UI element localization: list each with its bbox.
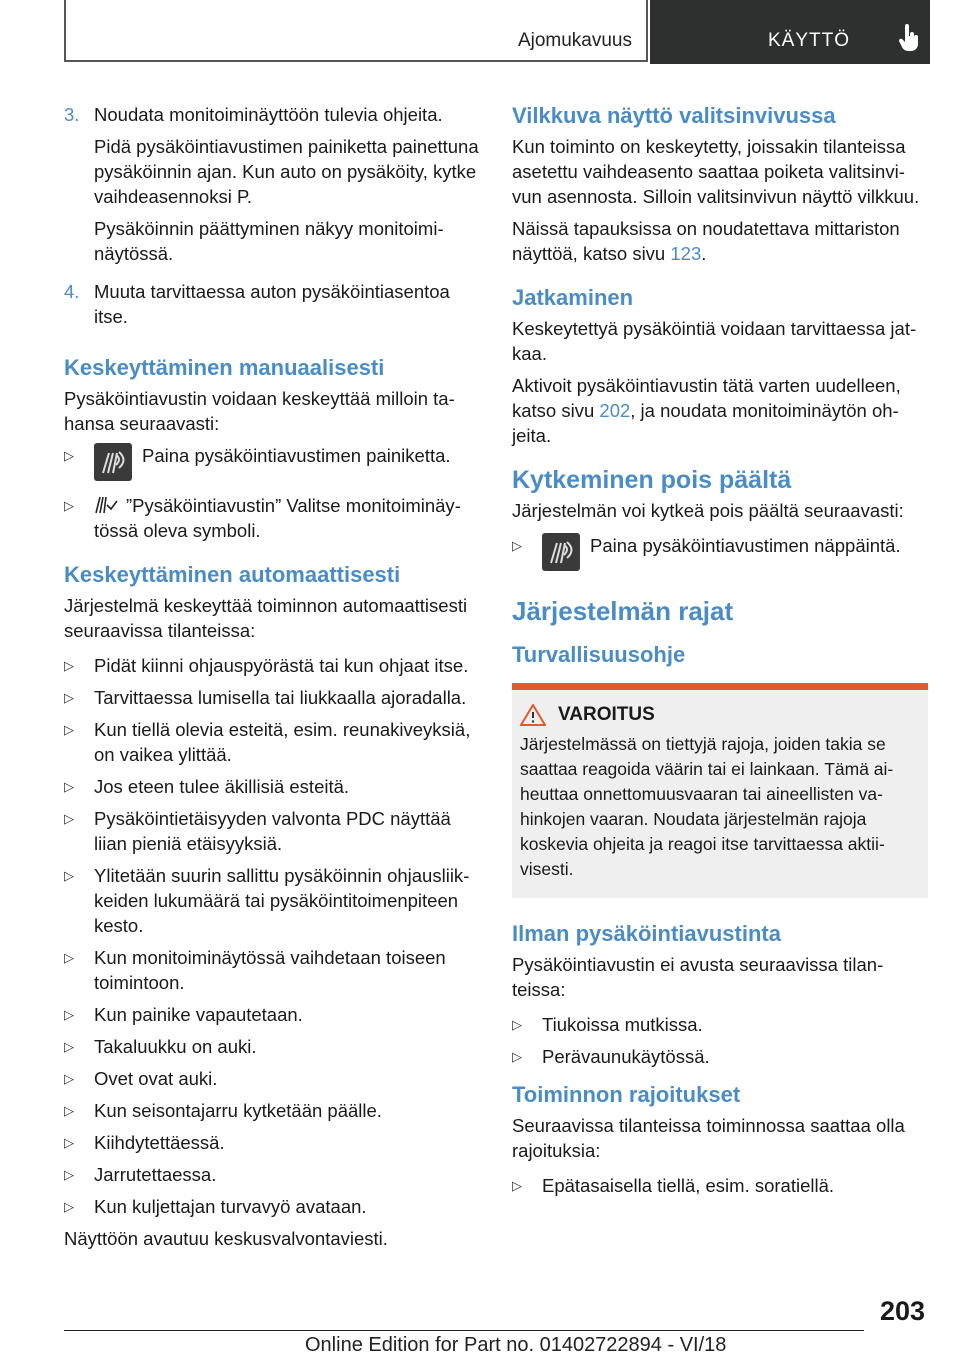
list-item-text: Kiihdytettäessä. bbox=[94, 1132, 225, 1153]
list-item bbox=[64, 1066, 480, 1091]
step-number: 4. bbox=[64, 281, 80, 302]
footer-edition: Online Edition for Part no. 01402722894 - VI/18 bbox=[305, 1334, 727, 1356]
park-assist-symbol-icon bbox=[94, 493, 118, 515]
text: , ja noudata monitoiminäytön ohjeita. bbox=[512, 400, 899, 446]
list-item bbox=[512, 1012, 928, 1037]
paragraph: Kun toiminto on keskeytetty, joissakin tilanteissa asetettu vaihdeasento saattaa poiketa valitsinvivun asennosta. Silloin valitsinvivun näyttö vilkkuu. bbox=[512, 136, 920, 207]
park-assist-button-icon bbox=[94, 443, 132, 481]
list-item-text: ”Pysäköintiavustin” Valitse monitoiminäytössä oleva symboli. bbox=[94, 495, 461, 541]
text: . bbox=[701, 243, 707, 264]
hand-pointer-icon bbox=[898, 24, 920, 52]
list-item-text: Pidät kiinni ohjauspyörästä tai kun ohjaat itse. bbox=[94, 655, 469, 676]
section-title: Ajomukavuus bbox=[517, 30, 632, 51]
bullet-icon: ▷ bbox=[64, 779, 74, 794]
step-number: 3. bbox=[64, 104, 80, 125]
list-item bbox=[64, 1194, 480, 1219]
bullet-icon: ▷ bbox=[64, 868, 74, 883]
chapter-title: KÄYTTÖ bbox=[768, 30, 851, 51]
left-column bbox=[64, 102, 480, 1251]
list-item bbox=[64, 1098, 480, 1123]
step-3-paragraph: Pidä pysäköintiavustimen painiketta painettuna pysäköinnin ajan. Kun auto on pysäköity, kytke vaihdeasennoksi P. bbox=[94, 136, 479, 207]
list-item-text: Kun monitoiminäytössä vaihdetaan toiseen toimintoon. bbox=[94, 947, 446, 993]
list-item-text: Ovet ovat auki. bbox=[94, 1068, 218, 1089]
bullet-icon: ▷ bbox=[512, 1178, 522, 1193]
bullet-icon: ▷ bbox=[64, 1007, 74, 1022]
text: Aktivoit pysäköintiavustin tätä varten uudelleen, katso sivu bbox=[512, 375, 901, 421]
paragraph: Näyttöön avautuu keskusvalvontaviesti. bbox=[64, 1228, 388, 1249]
heading-safety-note: Turvallisuusohje bbox=[512, 642, 686, 667]
heading-manual-cancel: Keskeyttäminen manuaalisesti bbox=[64, 355, 385, 380]
bullet-icon: ▷ bbox=[512, 1049, 522, 1064]
list-item bbox=[64, 685, 480, 710]
paragraph: Seuraavissa tilanteissa toiminnossa saattaa olla rajoituksia: bbox=[512, 1115, 905, 1161]
bullet-icon: ▷ bbox=[64, 722, 74, 737]
list-item-text: Paina pysäköintiavustimen painiketta. bbox=[142, 445, 451, 466]
warning-box bbox=[512, 690, 928, 898]
list-item-text: Epätasaisella tiellä, esim. soratiellä. bbox=[542, 1175, 835, 1196]
paragraph: Järjestelmä keskeyttää toiminnon automaattisesti seuraavissa tilanteissa: bbox=[64, 595, 468, 641]
list-item-text: Perävaunukäytössä. bbox=[542, 1046, 710, 1067]
warning-text: Järjestelmässä on tiettyjä rajoja, joiden takia se saattaa reagoida väärin tai ei lainkaan. Tämä aiheuttaa onnettomuusvaaran tai aineellisten vahinkojen vaaran. Noudata järjestelmän rajoja koskevia ohjeita ja reagoi itse tarvittaessa aktiivisesti. bbox=[520, 734, 894, 879]
list-item bbox=[512, 1044, 928, 1069]
bullet-icon: ▷ bbox=[64, 950, 74, 965]
list-item bbox=[64, 1162, 480, 1187]
list-item bbox=[512, 533, 928, 571]
list-item bbox=[64, 1130, 480, 1155]
heading-system-limits: Järjestelmän rajat bbox=[512, 596, 734, 626]
bullet-icon: ▷ bbox=[512, 1017, 522, 1032]
heading-flashing-display: Vilkkuva näyttö valitsinvivussa bbox=[512, 103, 836, 128]
warning-triangle-icon bbox=[520, 704, 546, 726]
paragraph: Pysäköintiavustin voidaan keskeyttää milloin tahansa seuraavasti: bbox=[64, 388, 455, 434]
paragraph: Järjestelmän voi kytkeä pois päältä seuraavasti: bbox=[512, 500, 904, 521]
list-item-text: Kun tiellä olevia esteitä, esim. reunakiveyksiä, on vaikea ylittää. bbox=[94, 719, 471, 765]
list-item bbox=[64, 1002, 480, 1027]
paragraph bbox=[512, 373, 928, 448]
list-item-text: Paina pysäköintiavustimen näppäintä. bbox=[590, 535, 901, 556]
bullet-icon: ▷ bbox=[64, 1199, 74, 1214]
heading-without-assist: Ilman pysäköintiavustinta bbox=[512, 921, 781, 946]
step-3-title: Noudata monitoiminäyttöön tulevia ohjeita. bbox=[94, 104, 443, 125]
list-item bbox=[64, 806, 480, 856]
bullet-icon: ▷ bbox=[64, 448, 74, 463]
list-item-text: Tarvittaessa lumisella tai liukkaalla ajoradalla. bbox=[94, 687, 467, 708]
bullet-icon: ▷ bbox=[64, 1071, 74, 1086]
bullet-icon: ▷ bbox=[64, 811, 74, 826]
step-3-paragraph: Pysäköinnin päättyminen näkyy monitoiminäytössä. bbox=[94, 218, 444, 264]
list-item bbox=[64, 717, 480, 767]
heading-auto-cancel: Keskeyttäminen automaattisesti bbox=[64, 562, 401, 587]
list-item-text: Jarrutettaessa. bbox=[94, 1164, 217, 1185]
bullet-icon: ▷ bbox=[64, 1039, 74, 1054]
bullet-icon: ▷ bbox=[64, 690, 74, 705]
bullet-icon: ▷ bbox=[64, 658, 74, 673]
list-item bbox=[64, 1034, 480, 1059]
list-item-text: Ylitetään suurin sallittu pysäköinnin ohjausliikkeiden lukumäärä tai pysäköintitoimenpiteen kesto. bbox=[94, 865, 470, 936]
bullet-icon: ▷ bbox=[64, 1167, 74, 1182]
right-column bbox=[512, 102, 928, 1205]
text: Näissä tapauksissa on noudatettava mittariston näyttöä, katso sivu bbox=[512, 218, 900, 264]
park-assist-button-icon bbox=[542, 533, 580, 571]
list-item bbox=[64, 653, 480, 678]
step-4 bbox=[64, 279, 480, 336]
bullet-icon: ▷ bbox=[512, 538, 522, 553]
heading-continue: Jatkaminen bbox=[512, 285, 634, 310]
page-link[interactable]: 123 bbox=[670, 243, 702, 264]
bullet-icon: ▷ bbox=[64, 1103, 74, 1118]
paragraph bbox=[512, 216, 928, 266]
without-assist-list bbox=[512, 1012, 928, 1069]
footer-divider bbox=[64, 1330, 864, 1331]
list-item bbox=[64, 493, 480, 543]
list-item bbox=[64, 774, 480, 799]
list-item-text: Pysäköintietäisyyden valvonta PDC näyttää liian pieniä etäisyyksiä. bbox=[94, 808, 451, 854]
list-item-text: Kun kuljettajan turvavyö avataan. bbox=[94, 1196, 367, 1217]
page-header bbox=[64, 0, 930, 64]
paragraph: Keskeytettyä pysäköintiä voidaan tarvittaessa jatkaa. bbox=[512, 318, 917, 364]
chapter-tab bbox=[650, 0, 930, 64]
list-item-text: Tiukoissa mutkissa. bbox=[542, 1014, 703, 1035]
warning-bar bbox=[512, 683, 928, 690]
bullet-icon: ▷ bbox=[64, 498, 74, 513]
list-item-text: Takaluukku on auki. bbox=[94, 1036, 257, 1057]
heading-restrictions: Toiminnon rajoitukset bbox=[512, 1082, 741, 1107]
section-tab bbox=[64, 0, 648, 62]
page-number: 203 bbox=[880, 1296, 926, 1326]
list-item-text: Kun painike vapautetaan. bbox=[94, 1004, 303, 1025]
warning-title: VAROITUS bbox=[558, 704, 655, 725]
step-4-title: Muuta tarvittaessa auton pysäköintiasentoa itse. bbox=[94, 281, 450, 327]
list-item bbox=[64, 443, 480, 481]
paragraph: Pysäköintiavustin ei avusta seuraavissa tilanteissa: bbox=[512, 954, 884, 1000]
list-item bbox=[64, 945, 480, 995]
bullet-icon: ▷ bbox=[64, 1135, 74, 1150]
list-item bbox=[64, 863, 480, 938]
list-item-text: Jos eteen tulee äkillisiä esteitä. bbox=[94, 776, 350, 797]
list-item bbox=[512, 1173, 928, 1198]
auto-cancel-list bbox=[64, 653, 480, 1219]
heading-switch-off: Kytkeminen pois päältä bbox=[512, 466, 792, 494]
restrictions-list bbox=[512, 1173, 928, 1198]
step-3 bbox=[64, 102, 480, 273]
list-item-text: Kun seisontajarru kytketään päälle. bbox=[94, 1100, 382, 1121]
page-link[interactable]: 202 bbox=[599, 400, 631, 421]
